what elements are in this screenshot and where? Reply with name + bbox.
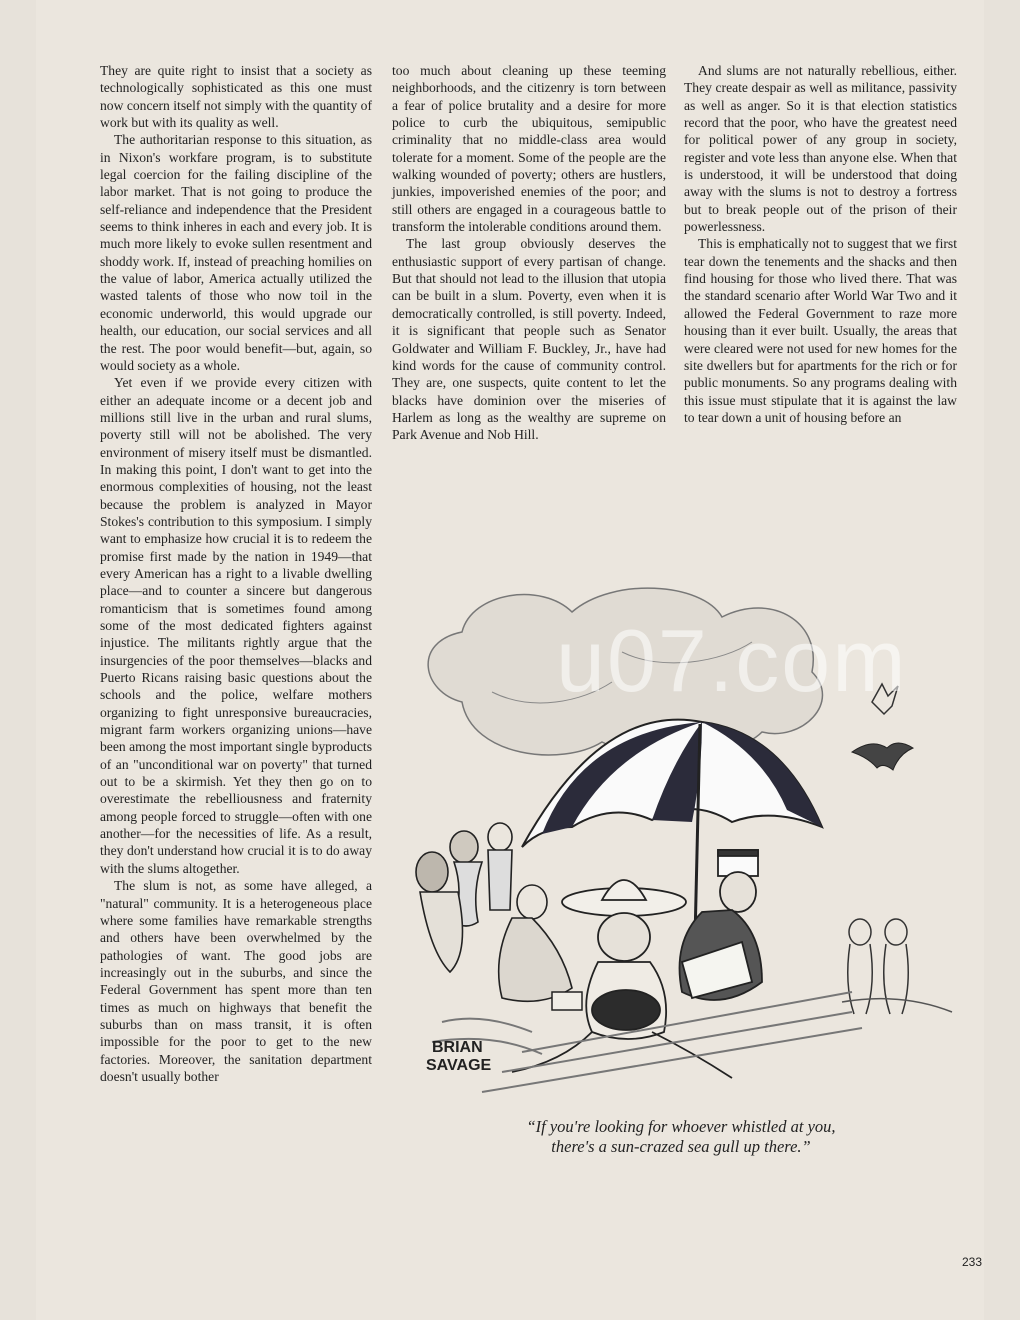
caption-line: there's a sun-crazed sea gull up there.” (551, 1137, 811, 1156)
article-column-3 (684, 62, 957, 522)
article-column-1 (100, 62, 372, 1085)
paragraph: This is emphatically not to suggest that we first tear down the tenements and the shacks and then find housing for those who lived there. That was the standard scenario after World War Two and it allowed the Federal Government to raze more housing than it ever built. Usually, the areas that were cleared were not used for new homes for the site dwellers but for apartments for the rich or for public monuments. So any programs dealing with this issue must stipulate that it is against the law to tear down a unit of housing before an (684, 236, 957, 425)
article-column-2 (392, 62, 666, 522)
cartoon-caption (426, 1117, 936, 1157)
paragraph: too much about cleaning up these teeming neighborhoods, and the citizenry is torn between a fear of police brutality and a desire for more police to curb the ubiquitous, semipublic criminality that no middle-class area would tolerate for a moment. Some of the people are the walking wounded of poverty; others are hustlers, junkies, impoverished enemies of the poor; and still others are engaged in a courageous battle to transform the intolerable conditions around them. (392, 63, 666, 235)
artist-signature: BRIAN (432, 1039, 483, 1056)
caption-line: “If you're looking for whoever whistled at you, (526, 1117, 836, 1136)
paragraph: And slums are not naturally rebellious, either. They create despair as well as militance, passivity as well as anger. So it is that election statistics record that the poor, who have the greatest need for political power of any group in society, register and vote less than anyone else. When that is understood, it will be understood that doing away with the slums is not to destroy a fortress but to break people out of the prison of their powerlessness. (684, 63, 957, 235)
seagull-icon (852, 743, 913, 770)
artist-signature: SAVAGE (426, 1057, 492, 1074)
radio-icon (552, 992, 582, 1010)
paragraph: They are quite right to insist that a society as technologically sophisticated as this one must now concern itself not simply with the quantity of work but with its quality as well. (100, 63, 372, 131)
watermark-text: u07.com (556, 611, 908, 710)
paragraph: Yet even if we provide every citizen with either an adequate income or a decent job and millions still live in the urban and rural slums, poverty still will not be abolished. The very environment of misery itself must be dismantled. In making this point, I don't want to get into the enormous complexities of housing, not the least because the problem is analyzed in Mayor Stokes's contribution to this symposium. I simply want to emphasize how crucial it is to redeem the promise first made by the nation in 1949—that every American has a right to a livable dwelling place—and to counter a sincere but dangerous romanticism that is sometimes found among some of the most dedicated fighters against injustice. The militants rightly argue that the insurgencies of the poor themselves—blacks and Puerto Ricans raising basic questions about the schools and the police, welfare mothers organizing to fight unresponsive bureaucracies, migrant farm workers organizing unions—have been among the most important single byproducts of an "unconditional war on poverty" that turned out to be a skirmish. Yet they then go on to overestimate the rebelliousness and fraternity among people forced to struggle—often with one another—for the necessities of life. As a result, they don't understand how crucial it is to do away with the slums altogether. (100, 375, 372, 876)
paragraph: The authoritarian response to this situation, as in Nixon's workfare program, is to substitute legal coercion for the failing discipline of the labor market. That is not going to produce the self-reliance and independence that the President seems to think inheres in each and every job. It is much more likely to evoke sullen resentment and shoddy work. If, instead of preaching homilies on the value of labor, America actually utilized the wasted talents of those who now toil in the economic underworld, this would upgrade our health, our education, our social services and all the rest. The poor would benefit—but, again, so would society as a whole. (100, 132, 372, 373)
magazine-page (36, 0, 984, 1320)
page-number: 233 (962, 1255, 983, 1269)
paragraph: The slum is not, as some have alleged, a "natural" community. It is a heterogeneous place where some families have remarkable strengths and others have been overwhelmed by the pathologies of want. The good jobs are increasingly out in the suburbs, and since the Federal Government has spent more than ten times as much on highways that benefit the suburbs than on mass transit, it is often impossible for the poor to get to the new factories. Moreover, the sanitation department doesn't usually bother (100, 878, 372, 1084)
paragraph: The last group obviously deserves the enthusiastic support of every partisan of change. But that should not lead to the illusion that utopia can be built in a slum. Poverty, even when it is democratically controlled, is still poverty. Indeed, it is significant that people such as Senator Goldwater and William F. Buckley, Jr., have had kind words for the cause of community control. They are, one suspects, quite content to let the blacks have dominion over the miseries of Harlem as long as the wealthy are supreme on Park Avenue and Nob Hill. (392, 236, 666, 443)
